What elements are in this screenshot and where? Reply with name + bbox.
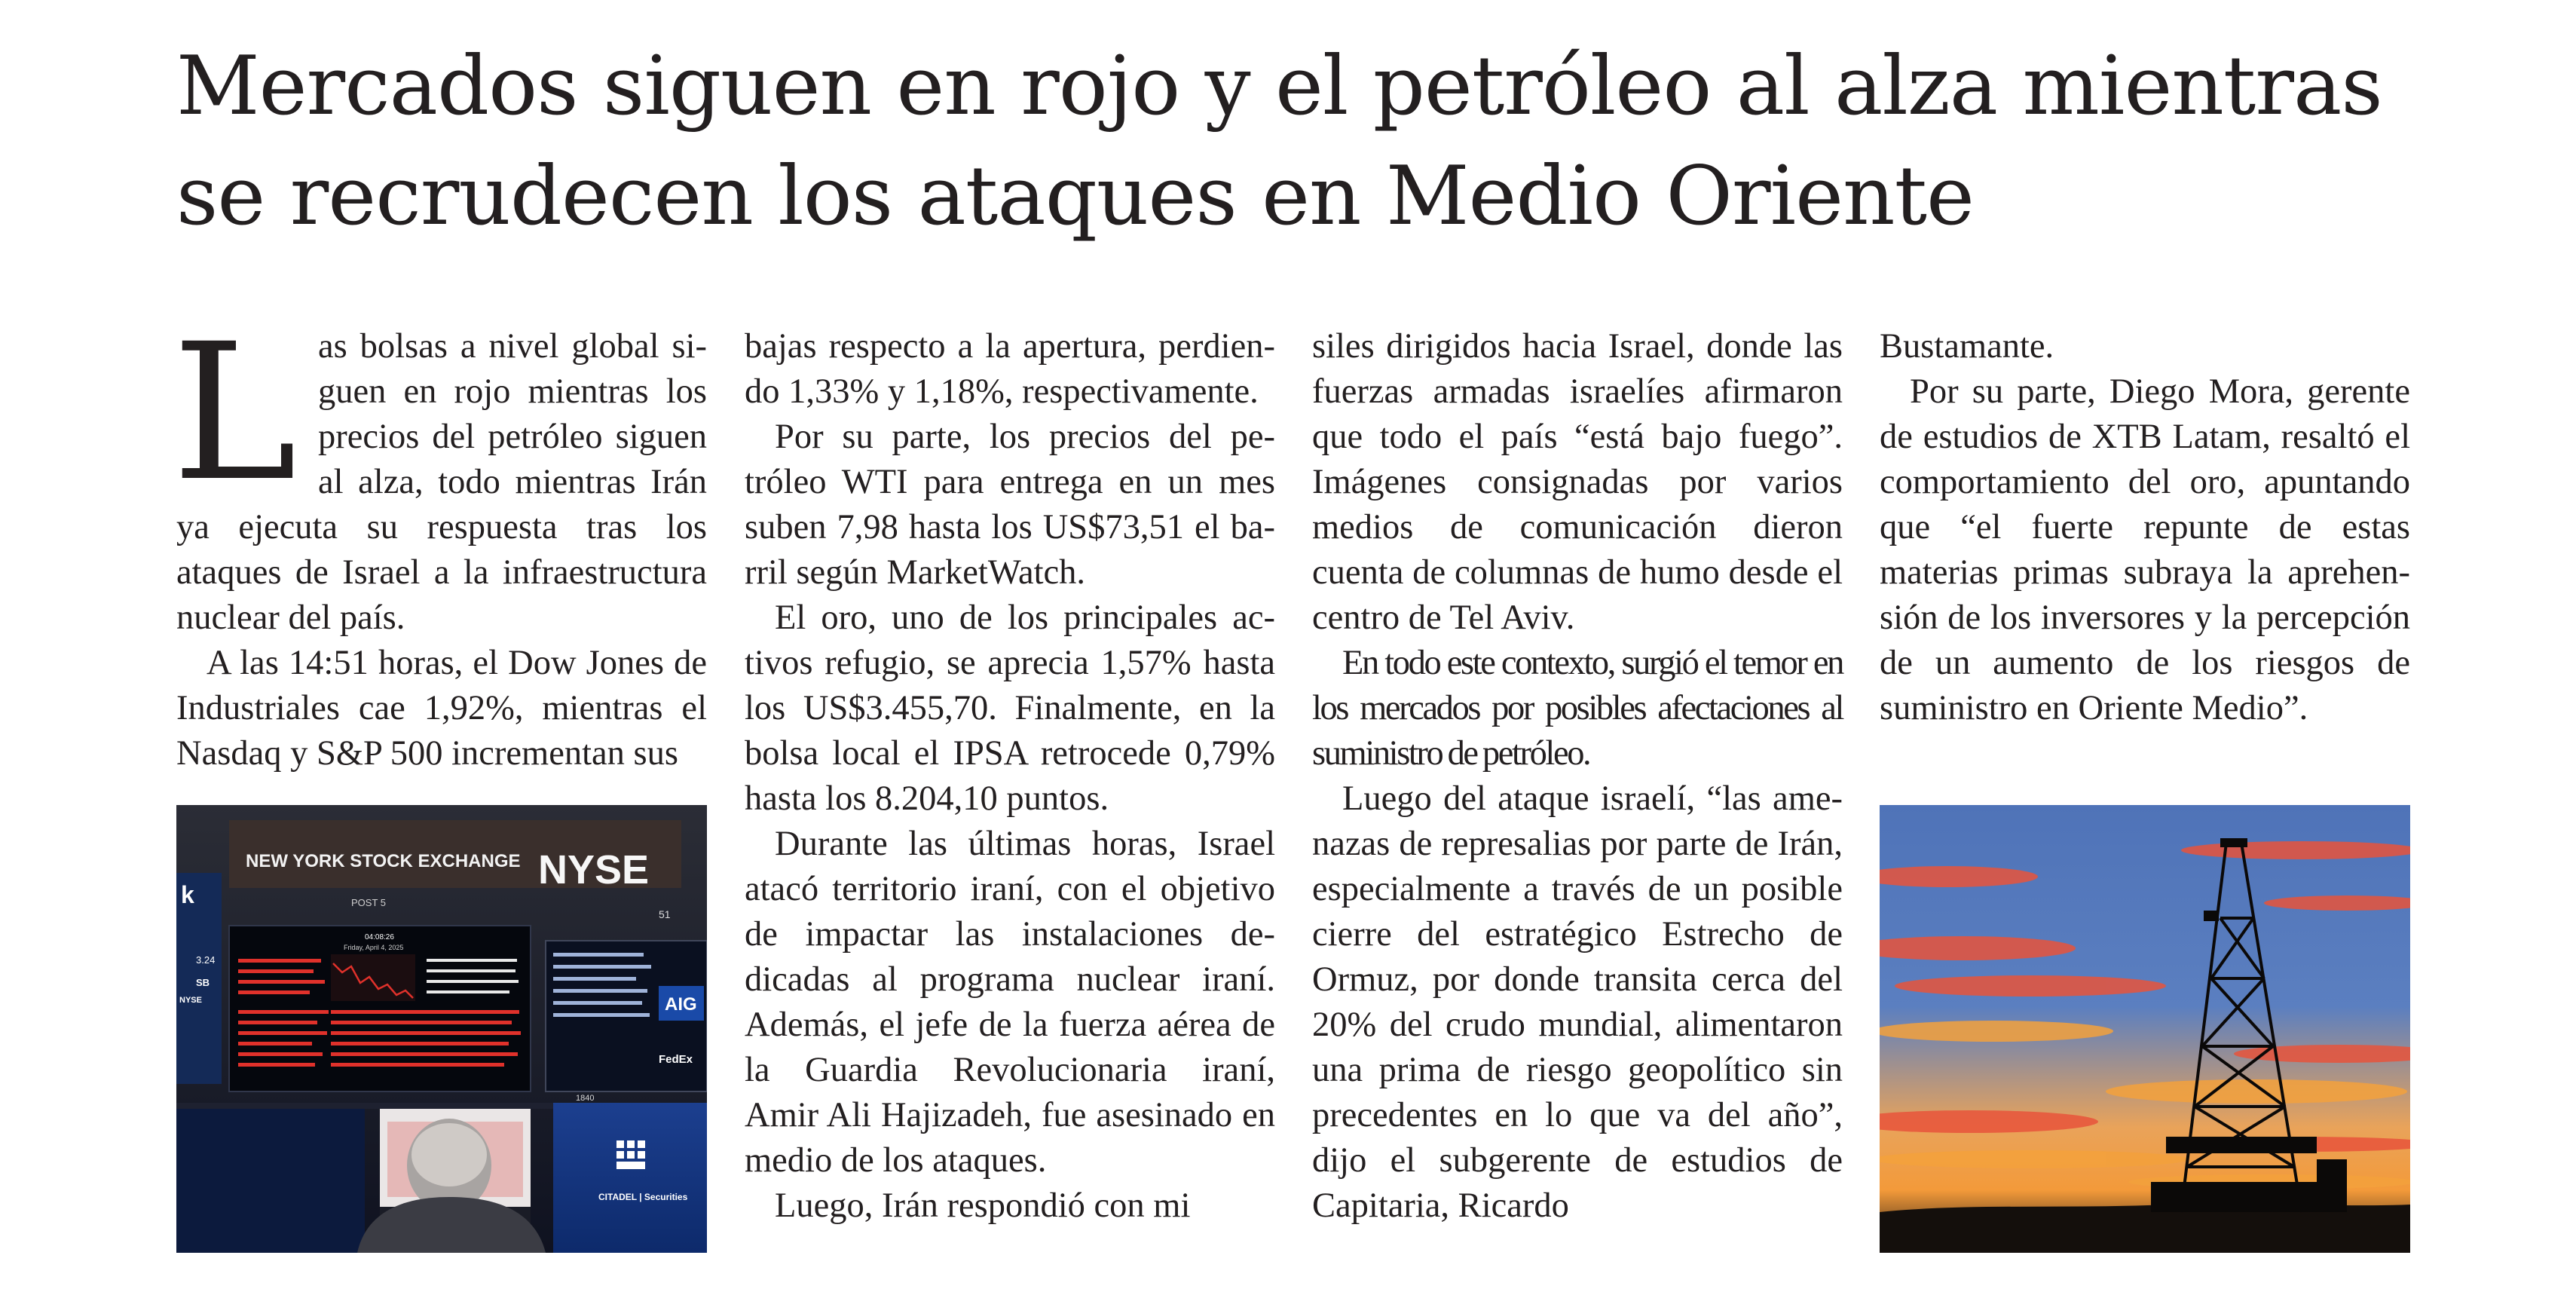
nyse-logo-text: NYSE: [538, 847, 650, 892]
side-left-sb: SB: [196, 977, 210, 988]
paragraph-iran-response: Luego, Irán respondió con mi: [775, 1186, 1191, 1225]
headline: [176, 32, 2437, 252]
paragraph-dow-jones: A las 14:51 horas, el Dow Jones de Industriales cae 1,92%, mientras el Nasdaq y S&P 500 incrementan sus: [176, 644, 707, 773]
citadel-logo-text: CITADEL | Securities: [598, 1192, 688, 1202]
fedex-logo-text: FedEx: [659, 1053, 693, 1066]
paragraph-iran-response-continued: siles dirigidos hacia Israel, donde las fuerzas armadas israelíes afirmaron que todo el país “está bajo fuego”. Imágenes consignadas por varios medios de comunicación dieron cuenta de columnas de humo desde el centro de Tel Aviv.: [1312, 327, 1843, 637]
article-column-4: [1880, 324, 2410, 731]
side-left-letter: k: [181, 881, 194, 908]
side-left-number: 3.24: [196, 954, 216, 966]
paragraph-capitaria-continued: Bustamante.: [1880, 327, 2054, 366]
post-number: 51: [659, 908, 671, 920]
paragraph-dow-jones-continued: bajas respecto a la apertura, perdiendo 1,33% y 1,18%, respectivamente.: [745, 327, 1275, 411]
paragraph-capitaria-quote: Luego del ataque israelí, “las amenazas de represalias por parte de Irán, especialmente a través de un posible cierre del estratégico Estrecho de Ormuz, por donde transita cerca del 20% del crudo mundial, alimentaron una prima de riesgo geopolítico sin precedentes en lo que va del año”, dijo el subgerente de estudios de Capitaria, Ricardo: [1312, 779, 1843, 1225]
headline-line-2: se recrudecen los ataques en Medio Oriente: [176, 149, 1974, 243]
nyse-trading-floor-photo: [176, 805, 707, 1253]
screen-time: 04:08:26: [365, 933, 394, 941]
screen-date: Friday, April 4, 2025: [344, 944, 404, 951]
side-left-nyse: NYSE: [179, 996, 202, 1005]
article-column-3: [1312, 324, 1843, 1229]
nyse-sign-text: NEW YORK STOCK EXCHANGE: [246, 851, 521, 871]
drop-cap: L: [172, 303, 298, 522]
oil-rig-graphic: [1880, 805, 2410, 1253]
aig-logo-text: AIG: [665, 994, 697, 1015]
paragraph-oil-prices: Por su parte, los precios del petróleo WTI para entrega en un mes suben 7,98 hasta los US$73,51 el barril según MarketWatch.: [745, 418, 1275, 592]
paragraph-israel-attack: Durante las últimas horas, Israel atacó territorio iraní, con el objetivo de impactar las instalaciones dedicadas al programa nuclear iraní. Además, el jefe de la fuerza aérea de la Guardia Revolucionaria iraní, Amir Ali Hajizadeh, fue asesinado en medio de los ataques.: [745, 825, 1275, 1180]
paragraph-market-fear: En todo este contexto, surgió el temor en los mercados por posibles afectaciones al suministro de petróleo.: [1312, 644, 1843, 773]
lead-paragraph: [172, 303, 707, 641]
booth-number: 1840: [576, 1094, 595, 1103]
lead-paragraph-text: as bolsas a nivel global siguen en rojo mientras los precios del petróleo siguen al alza, todo mientras Irán ya ejecuta su respuesta tras los ataques de Israel a la infraestructura nuclear del país.: [176, 327, 707, 637]
nyse-photo-graphic: [176, 805, 707, 1253]
article-column-2: [745, 324, 1275, 1229]
headline-line-1: Mercados siguen en rojo y el petróleo al alza mientras: [176, 39, 2382, 133]
paragraph-gold: El oro, uno de los principales activos refugio, se aprecia 1,57% hasta los US$3.455,70. Finalmente, en la bolsa local el IPSA retrocede 0,79% hasta los 8.204,10 puntos.: [745, 599, 1275, 818]
paragraph-xtb-quote: Por su parte, Diego Mora, gerente de estudios de XTB Latam, resaltó el comportamiento del oro, apuntando que “el fuerte repunte de estas materias primas subraya la aprehensión de los inversores y la percepción de un aumento de los riesgos de suministro en Oriente Medio”.: [1880, 372, 2410, 727]
oil-rig-sunset-photo: [1880, 805, 2410, 1253]
article-column-1: [172, 303, 707, 776]
post-label: POST 5: [351, 897, 387, 908]
